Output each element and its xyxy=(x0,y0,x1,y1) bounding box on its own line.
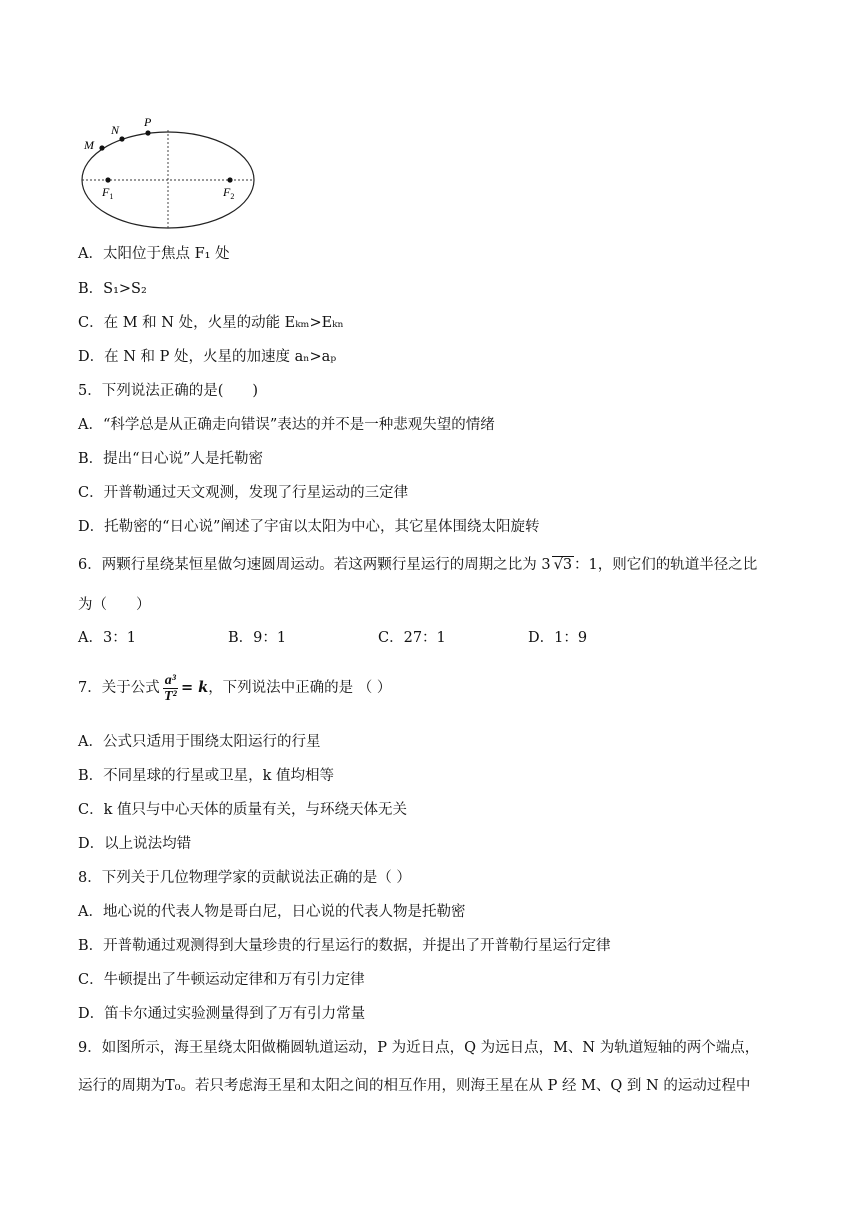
q6-stem-part2: ：1，则它们的轨道半径之比 xyxy=(574,557,758,573)
label-p: P xyxy=(144,115,152,129)
q7-formula-fraction xyxy=(163,673,178,704)
label-f1: $F_1$ xyxy=(102,185,114,201)
q6-option-d: D．1：9 xyxy=(528,630,588,646)
q6-option-b: B．9：1 xyxy=(228,630,287,646)
q6-sqrt-value: 3 xyxy=(562,557,573,573)
orbit-figure xyxy=(78,110,262,230)
focus-f1 xyxy=(105,177,110,182)
q6-stem-line2: 为（ ） xyxy=(78,597,151,613)
q5-option-c: C．开普勒通过天文观测，发现了行星运动的三定律 xyxy=(78,485,409,501)
focus-f2 xyxy=(227,177,232,182)
q6-options xyxy=(78,628,778,648)
point-m xyxy=(99,145,104,150)
label-f2: $F_2$ xyxy=(223,185,235,201)
q7-formula-eq: = k xyxy=(180,679,209,696)
q7-option-a: A．公式只适用于围绕太阳运行的行星 xyxy=(78,734,321,750)
ellipse-orbit-diagram xyxy=(78,110,262,230)
point-p xyxy=(145,130,150,135)
label-n: N xyxy=(111,123,120,137)
q7-option-c: C．k 值只与中心天体的质量有关，与环绕天体无关 xyxy=(78,802,407,818)
q7-option-b: B．不同星球的行星或卫星，k 值均相等 xyxy=(78,768,335,784)
q4-option-b: B．S₁>S₂ xyxy=(78,281,147,297)
q7-option-d: D．以上说法均错 xyxy=(78,836,192,852)
q5-option-d: D．托勒密的“日心说”阐述了宇宙以太阳为中心，其它星体围绕太阳旋转 xyxy=(78,519,540,535)
q7-stem-part1: 7．关于公式 xyxy=(78,680,160,696)
q9-stem-line2: 运行的周期为T₀。若只考虑海王星和太阳之间的相互作用，则海王星在从 P 经 M、Q 到 N 的运动过程中 xyxy=(78,1078,751,1094)
q5-stem: 5．下列说法正确的是( ) xyxy=(78,383,259,399)
q6-sqrt: √3 xyxy=(553,557,573,573)
q7-stem-part2: ，下列说法中正确的是 （ ） xyxy=(208,680,392,696)
label-m: M xyxy=(84,138,94,152)
q7-formula-numerator: a³ xyxy=(164,672,176,688)
q4-option-a: A．太阳位于焦点 F₁ 处 xyxy=(78,246,230,262)
q8-option-c: C．牛顿提出了牛顿运动定律和万有引力定律 xyxy=(78,972,365,988)
q7-stem xyxy=(78,672,391,708)
q6-option-a: A．3：1 xyxy=(78,630,136,646)
q8-option-a: A．地心说的代表人物是哥白尼，日心说的代表人物是托勒密 xyxy=(78,904,466,920)
q9-stem-line1: 9．如图所示，海王星绕太阳做椭圆轨道运动，P 为近日点，Q 为远日点，M、N 为轨道短轴的两个端点， xyxy=(78,1040,760,1056)
q8-stem: 8．下列关于几位物理学家的贡献说法正确的是（ ） xyxy=(78,870,411,886)
q8-option-d: D．笛卡尔通过实验测量得到了万有引力常量 xyxy=(78,1006,366,1022)
q6-option-c: C．27：1 xyxy=(378,630,446,646)
q5-option-a: A．“科学总是从正确走向错误”表达的并不是一种悲观失望的情绪 xyxy=(78,417,495,433)
q4-option-d: D．在 N 和 P 处，火星的加速度 aₙ>aₚ xyxy=(78,349,337,365)
q8-option-b: B．开普勒通过观测得到大量珍贵的行星运行的数据，并提出了开普勒行星运行定律 xyxy=(78,938,611,954)
q6-stem-part1: 6．两颗行星绕某恒星做匀速圆周运动。若这两颗行星运行的周期之比为 3 xyxy=(78,557,551,573)
q5-option-b: B．提出“日心说”人是托勒密 xyxy=(78,451,263,467)
q7-formula-denominator: T² xyxy=(163,688,177,704)
point-n xyxy=(119,136,124,141)
q6-stem-line1 xyxy=(78,555,757,575)
q4-option-c: C．在 M 和 N 处，火星的动能 Eₖₘ>Eₖₙ xyxy=(78,315,344,331)
